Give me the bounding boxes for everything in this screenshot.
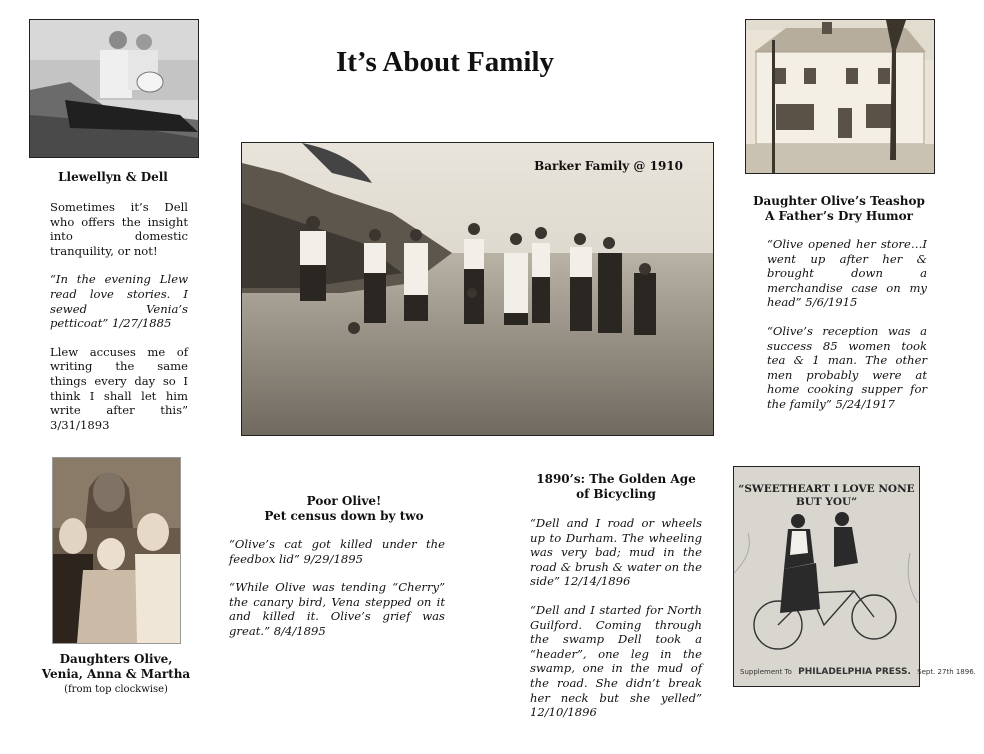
- poor-olive-quote-2: [229, 580, 445, 638]
- page-title: It’s About Family: [335, 46, 555, 78]
- bicycling-heading: [516, 472, 716, 502]
- sheet-music-footer-left: Supplement To: [740, 668, 792, 676]
- sheet-music-footer-right: Sept. 27th 1896.: [917, 668, 976, 676]
- teashop-photo: [745, 19, 935, 174]
- barker-family-photo: [241, 142, 714, 436]
- poor-olive-quote-1: [229, 537, 445, 566]
- teashop-quote-2-text: “Olive’s reception was a success 85 women took tea & 1 man. The other men probably were at home cooking supper for the family”: [767, 323, 927, 411]
- bicycling-quote-2-text: “Dell and I started for North Guilford. Coming through the swamp Dell took a “header”, one leg in the swamp, one in the mud of the road. She didn’t break her neck but she yelled”: [530, 602, 702, 705]
- tandem-bicycle-illustration: [734, 513, 919, 663]
- bicycling-quote-1-text: “Dell and I road or wheels up to Durham. The wheeling was very bad; mud in the road & brush & water on the side”: [530, 516, 702, 589]
- daughters-caption-sub: (from top clockwise): [64, 684, 168, 695]
- teashop-date-1: 5/6/1915: [805, 295, 858, 310]
- daughters-caption-line-1: Daughters Olive,: [59, 652, 173, 666]
- teashop-quote-1: [767, 237, 927, 310]
- llewellyn-date-2: 3/31/1893: [50, 417, 110, 432]
- poor-olive-date-1: 9/29/1895: [303, 551, 363, 566]
- poor-olive-quote-2-text: “While Olive was tending “Cherry” the canary bird, Vena stepped on it and killed it. Olive’s grief was great.”: [229, 580, 445, 638]
- llewellyn-quote-2: [50, 345, 188, 433]
- teashop-quote-1-text: “Olive opened her store…I went up after her & brought down a merchandise case on my head”: [767, 237, 927, 310]
- sheet-music-title: “SWEETHEART I LOVE NONE BUT YOU”: [738, 483, 915, 508]
- daughters-caption: [40, 652, 192, 697]
- poor-olive-date-2: 8/4/1895: [273, 623, 326, 638]
- daughters-photo: [52, 457, 181, 644]
- teashop-text: [767, 237, 927, 426]
- teashop-date-2: 5/24/1917: [835, 396, 895, 411]
- barker-family-label: Barker Family @ 1910: [534, 159, 683, 173]
- llewellyn-intro: Sometimes it’s Dell who offers the insight into domestic tranquility, or not!: [50, 200, 188, 258]
- poor-olive-quote-1-text: “Olive’s cat got killed under the feedbox lid”: [229, 537, 445, 566]
- llewellyn-dell-caption: Llewellyn & Dell: [58, 170, 168, 184]
- bicycling-quote-1: [530, 516, 702, 589]
- llewellyn-date-1: 1/27/1885: [111, 316, 172, 331]
- poor-olive-text: [229, 537, 445, 653]
- llewellyn-dell-photo: [29, 19, 199, 158]
- teashop-caption-line-2: A Father’s Dry Humor: [765, 209, 913, 223]
- llewellyn-quote-1: [50, 272, 188, 330]
- sheet-music-footer-center: PHILADELPHIA PRESS.: [798, 667, 911, 677]
- teashop-caption: [745, 194, 933, 224]
- poor-olive-heading-line-1: Poor Olive!: [306, 494, 382, 508]
- bicycling-quote-2: [530, 603, 702, 720]
- bicycling-date-2: 12/10/1896: [530, 705, 597, 720]
- bicycling-date-1: 12/14/1896: [563, 574, 631, 589]
- poor-olive-heading: [229, 494, 459, 524]
- bicycling-text: [530, 516, 702, 734]
- teashop-caption-line-1: Daughter Olive’s Teashop: [753, 194, 925, 208]
- sheet-music-footer: [740, 667, 976, 677]
- teashop-quote-2: [767, 324, 927, 412]
- bicycling-heading-line-1: 1890’s: The Golden Age: [536, 472, 696, 486]
- llewellyn-quote-2-text: Llew accuses me of writing the same things every day so I think I shall let him write after this”: [50, 344, 188, 418]
- bicycling-heading-line-2: of Bicycling: [576, 487, 656, 501]
- llewellyn-dell-text: [50, 200, 188, 446]
- poor-olive-heading-line-2: Pet census down by two: [264, 509, 424, 523]
- llewellyn-quote-1-text: “In the evening Llew read love stories. I sewed Venia’s petticoat”: [50, 272, 188, 331]
- sheet-music-image: [733, 466, 976, 687]
- daughters-caption-line-2: Venia, Anna & Martha: [41, 667, 191, 681]
